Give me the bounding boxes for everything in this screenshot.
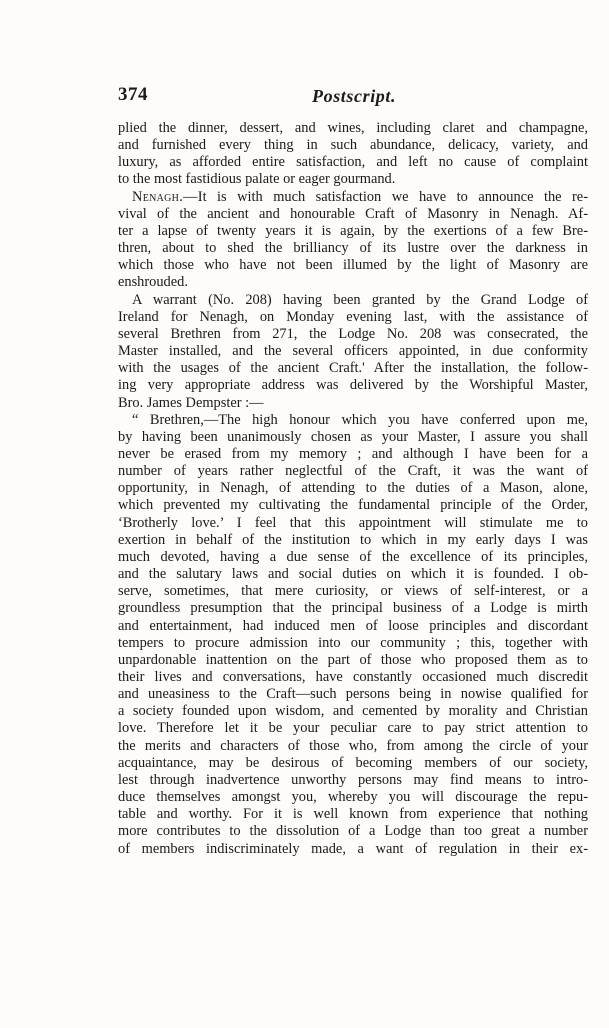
- text-line: which prevented my cultivating the fundamental principle of the Order,: [118, 497, 588, 514]
- text-line: ‘Brotherly love.’ I feel that this appointment will stimulate me to: [118, 514, 588, 531]
- text-line: with the usages of the ancient Craft.' After the installation, the follow-: [118, 360, 588, 377]
- text-line: Master installed, and the several officers appointed, in due conformity: [118, 343, 588, 360]
- text-line: and furnished every thing in such abundance, delicacy, variety, and: [118, 137, 588, 154]
- text-line: by having been unanimously chosen as your Master, I assure you shall: [118, 428, 588, 445]
- text-line: exertion in behalf of the institution to which in my early days I was: [118, 531, 588, 548]
- page-header: [118, 84, 588, 114]
- text-line: luxury, as afforded entire satisfaction, and left no cause of complaint: [118, 154, 588, 171]
- text-line: enshrouded.: [118, 274, 188, 291]
- text-line: love. Therefore let it be your peculiar care to pay strict attention to: [118, 720, 588, 737]
- text-line: plied the dinner, dessert, and wines, including claret and champagne,: [118, 120, 588, 136]
- text-line: A warrant (No. 208) having been granted by the Grand Lodge of: [132, 291, 588, 308]
- text-line: much devoted, having a due sense of the excellence of its principles,: [118, 548, 588, 565]
- text-line: tempers to procure admission into our community ; this, together with: [118, 634, 588, 651]
- text-line: number of years rather neglectful of the Craft, it was the want of: [118, 463, 588, 480]
- text-line: the merits and characters of those who, from among the circle of your: [118, 737, 588, 754]
- text-line: their lives and conversations, have constantly occasioned much discredit: [118, 669, 588, 685]
- body-text: [118, 120, 588, 858]
- text-line: to the most fastidious palate or eager gourmand.: [118, 171, 396, 188]
- section-head-nenagh: Nenagh.—: [132, 188, 198, 205]
- text-line: groundless presumption that the principal business of a Lodge is mirth: [118, 600, 588, 617]
- text-line: table and worthy. For it is well known from experience that nothing: [118, 806, 588, 823]
- text-line: a society founded upon wisdom, and cemented by morality and Christian: [118, 703, 588, 720]
- text-line: and uneasiness to the Craft—such persons being in nowise qualified for: [118, 686, 588, 703]
- text-line: never be erased from my memory ; and although I have been for a: [118, 445, 588, 462]
- text-line: serve, sometimes, that mere curiosity, or views of self-interest, or a: [118, 583, 588, 600]
- text-line: lest through inadvertence unworthy persons may find means to intro-: [118, 771, 588, 788]
- text-line: acquaintance, may be desirous of becoming members of our society,: [118, 754, 588, 771]
- text-line: [118, 189, 588, 206]
- text-line: and the salutary laws and social duties on which it is founded. I ob-: [118, 566, 588, 583]
- text-line: ter a lapse of twenty years it is again, by the exertions of a few Bre-: [118, 222, 588, 239]
- text-line: Bro. James Dempster :—: [118, 394, 264, 411]
- text-line: of members indiscriminately made, a want of regulation in their ex-: [118, 840, 588, 857]
- text-line: several Brethren from 271, the Lodge No. 208 was consecrated, the: [118, 325, 588, 342]
- text-line: duce themselves amongst you, whereby you will discourage the repu-: [118, 789, 588, 806]
- text-line: “ Brethren,—The high honour which you have conferred upon me,: [132, 411, 588, 428]
- text-line: and entertainment, had induced men of loose principles and discordant: [118, 617, 588, 634]
- text-line: unpardonable inattention on the part of those who proposed them as to: [118, 651, 588, 668]
- text-line: opportunity, in Nenagh, of attending to the duties of a Mason, alone,: [118, 480, 588, 497]
- page-number: 374: [118, 84, 148, 105]
- text-line: thren, about to shed the brilliancy of its lustre over the darkness in: [118, 240, 588, 257]
- text-line: more contributes to the dissolution of a Lodge than too great a number: [118, 823, 588, 840]
- text-line: Ireland for Nenagh, on Monday evening last, with the assistance of: [118, 308, 588, 325]
- text-line: ing very appropriate address was delivered by the Worshipful Master,: [118, 377, 588, 394]
- text-line-content: It is with much satisfaction we have to announce the re-: [197, 188, 588, 205]
- text-line: vival of the ancient and honourable Craft of Masonry in Nenagh. Af-: [118, 205, 588, 222]
- running-title: Postscript.: [312, 86, 397, 106]
- text-line: which those who have not been illumed by the light of Masonry are: [118, 257, 588, 274]
